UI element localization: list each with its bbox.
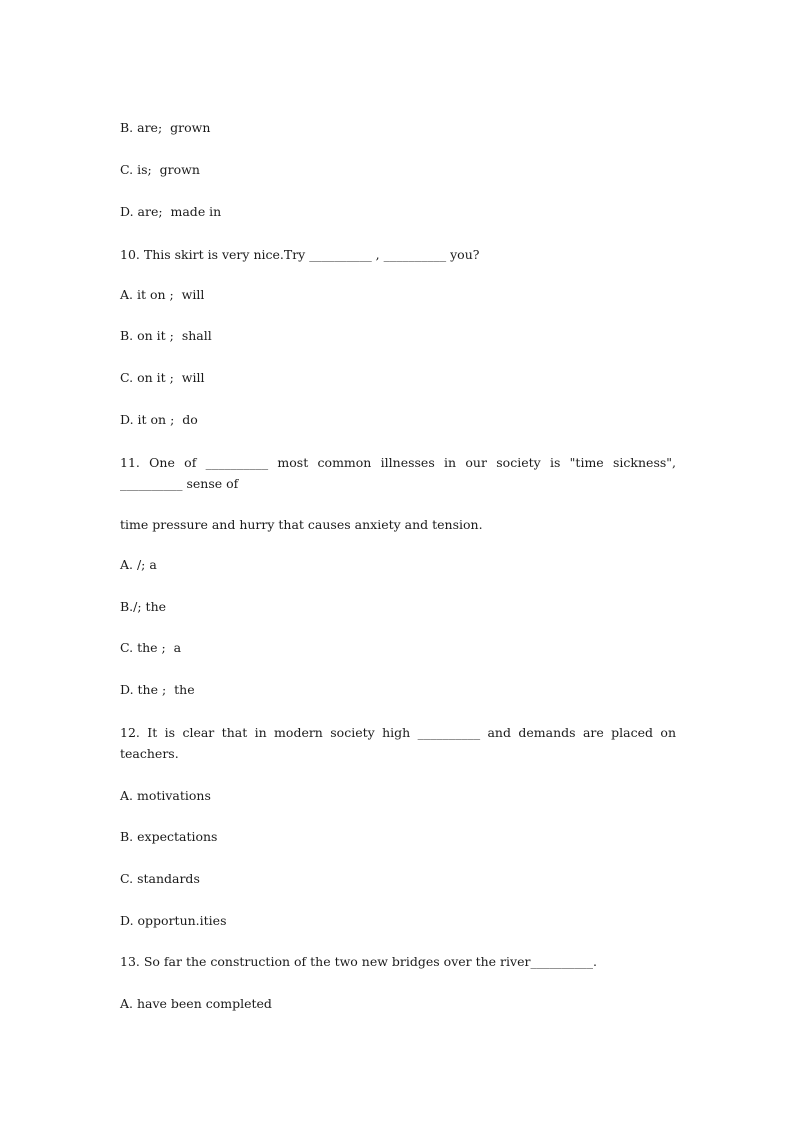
q11-option-c: C. the ; a <box>120 640 182 655</box>
q10-question: 10. This skirt is very nice.Try __________ , __________ you? <box>120 247 480 262</box>
q13-option-a: A. have been completed <box>120 996 272 1011</box>
q11-option-a: A. /; a <box>120 557 157 572</box>
q10-option-c: C. on it ; will <box>120 370 205 385</box>
q12-option-c: C. standards <box>120 871 200 886</box>
q9-option-c: C. is; grown <box>120 162 200 177</box>
q11-option-b: B./; the <box>120 599 167 614</box>
q11-question: 11. One of __________ most common illnesses in our society is "time sickness", __________ sense of <box>120 455 680 491</box>
q12-option-d: D. opportun.ities <box>120 913 227 928</box>
q9-option-d: D. are; made in <box>120 204 222 219</box>
q12-option-b: B. expectations <box>120 829 218 844</box>
q10-option-b: B. on it ; shall <box>120 328 212 343</box>
q10-option-a: A. it on ; will <box>120 287 205 302</box>
q9-option-b: B. are; grown <box>120 120 211 135</box>
q13-question: 13. So far the construction of the two new bridges over the river__________. <box>120 954 597 969</box>
q12-option-a: A. motivations <box>120 788 211 803</box>
q12-question: 12. It is clear that in modern society high __________ and demands are placed on teachers. <box>120 725 680 761</box>
q10-option-d: D. it on ; do <box>120 412 198 427</box>
q11-question-continued: time pressure and hurry that causes anxiety and tension. <box>120 517 483 532</box>
q11-option-d: D. the ; the <box>120 682 195 697</box>
